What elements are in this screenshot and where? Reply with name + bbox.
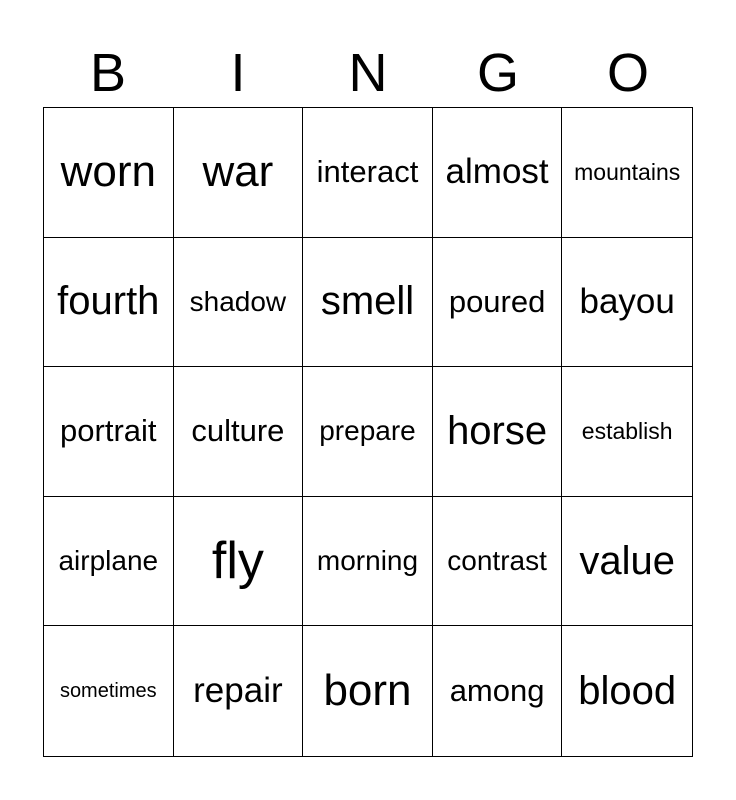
bingo-cell[interactable]: culture: [174, 367, 304, 497]
bingo-cell[interactable]: almost: [433, 108, 563, 238]
bingo-cell[interactable]: sometimes: [44, 626, 174, 756]
bingo-cell[interactable]: bayou: [562, 238, 692, 368]
bingo-cell[interactable]: smell: [303, 238, 433, 368]
bingo-cell[interactable]: value: [562, 497, 692, 627]
header-letter-n: N: [348, 43, 388, 103]
bingo-cell[interactable]: horse: [433, 367, 563, 497]
bingo-cell[interactable]: worn: [44, 108, 174, 238]
bingo-cell[interactable]: prepare: [303, 367, 433, 497]
bingo-cell[interactable]: mountains: [562, 108, 692, 238]
bingo-cell[interactable]: portrait: [44, 367, 174, 497]
bingo-cell[interactable]: shadow: [174, 238, 304, 368]
bingo-cell[interactable]: interact: [303, 108, 433, 238]
bingo-header: [43, 40, 693, 106]
bingo-cell[interactable]: fly: [174, 497, 304, 627]
bingo-cell[interactable]: war: [174, 108, 304, 238]
header-letter-i: I: [230, 43, 246, 103]
bingo-cell[interactable]: morning: [303, 497, 433, 627]
bingo-cell[interactable]: establish: [562, 367, 692, 497]
bingo-cell[interactable]: among: [433, 626, 563, 756]
bingo-cell[interactable]: blood: [578, 668, 677, 713]
bingo-cell[interactable]: poured: [433, 238, 563, 368]
header-letter-g: G: [476, 43, 519, 103]
bingo-cell[interactable]: airplane: [44, 497, 174, 627]
bingo-board: [43, 107, 693, 757]
bingo-cell[interactable]: contrast: [433, 497, 563, 627]
bingo-cell[interactable]: fourth: [44, 238, 174, 368]
header-letter-o: O: [606, 43, 649, 103]
header-letter-b: B: [89, 43, 127, 103]
bingo-cell[interactable]: born: [303, 626, 433, 756]
bingo-cell[interactable]: repair: [174, 626, 304, 756]
